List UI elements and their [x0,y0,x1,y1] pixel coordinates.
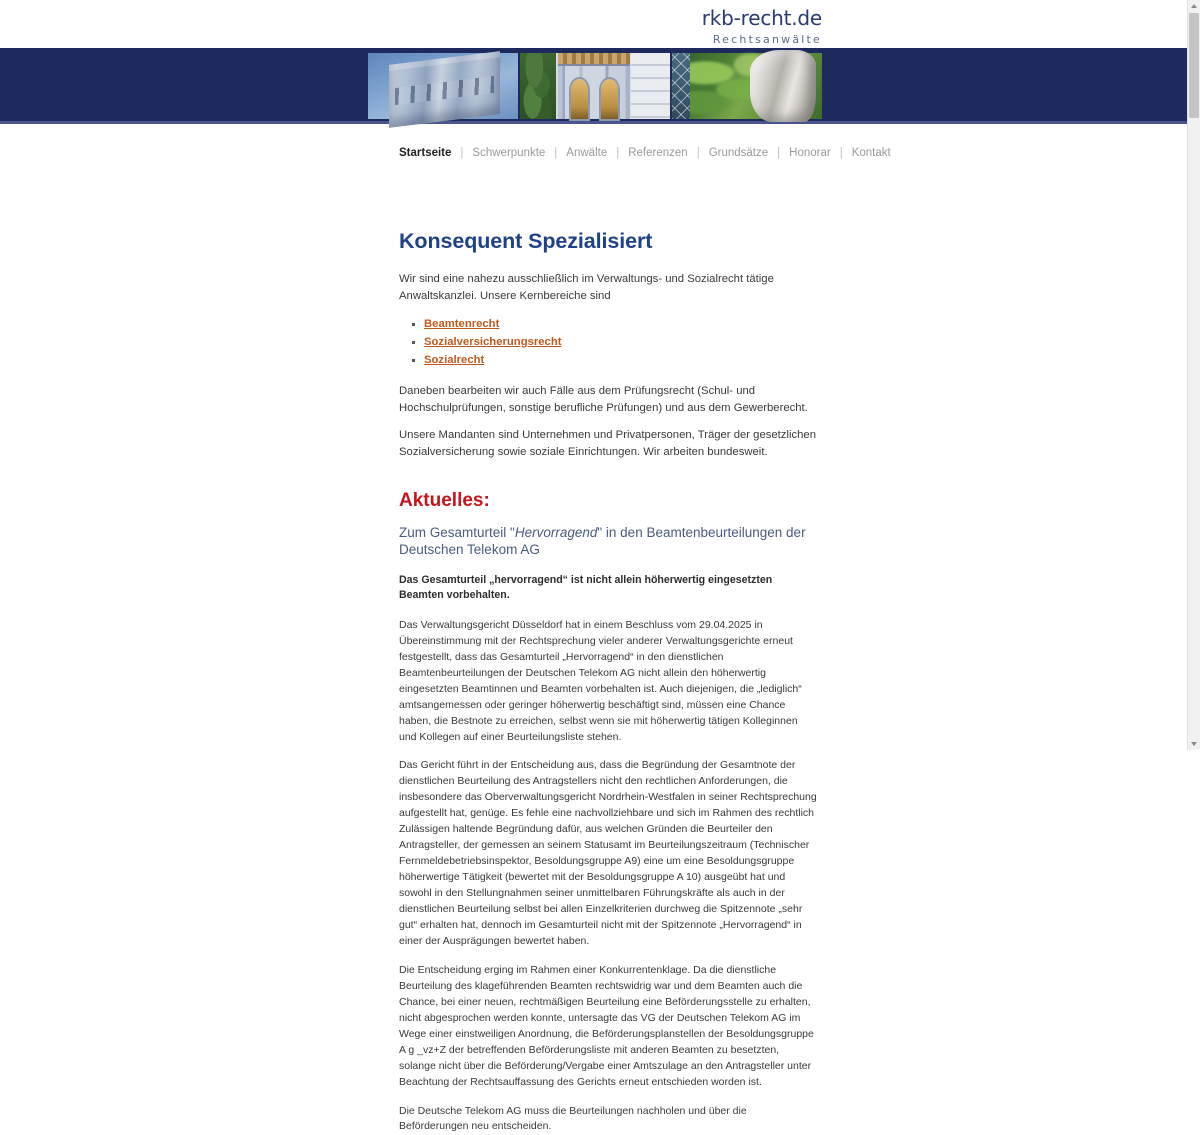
news-paragraph-1: Das Verwaltungsgericht Düsseldorf hat in einem Beschluss vom 29.04.2025 in Übereinstimmung mit der Rechtsprechung vieler anderer Verwaltungsgerichte erneut festgestellt, dass das Gesamturteil „Hervorragend“ in den dienstlichen Beamtenbeurteilungen der Deutschen Telekom AG nicht allein den höherwertig eingesetzten Beamtinnen und Beamten vorbehalten ist. Auch diejenigen, die „lediglich“ amtsangemessen oder geringer höherwertig beschäftigt sind, müssen eine Chance haben, die Bestnote zu erreichen, selbst wenn sie mit höherwertig tätigen Kolleginnen und Kollegen auf einer Beurteilungsliste stehen. [399,618,802,743]
banner-photo-portal-image [520,53,670,119]
statue-figure-decor [750,50,816,121]
scrollbar-thumb[interactable] [1189,13,1199,118]
news-paragraph-4: Die Deutsche Telekom AG muss die Beurteilungen nachholen und über die Beförderungen neu entscheiden. [399,1104,747,1133]
nav-item-grundsaetze[interactable]: Grundsätze [708,147,769,159]
mandanten-paragraph: Unsere Mandanten sind Unternehmen und Privatpersonen, Träger der gesetzlichen Sozialversicherung sowie soziale Einrichtungen. Wir arbeiten bundesweit. [399,429,816,458]
logo-secondary-text: Rechtsanwälte [712,33,822,46]
list-item [424,334,817,351]
list-item [424,352,817,369]
practice-areas-list [399,316,817,369]
article-title-part-1: Zum Gesamturteil " [399,525,515,541]
logo-primary-text: rkb-recht.de [701,6,822,30]
article-title-part-2: " in den Beamtenbeurteilungen der Deutschen Telekom AG [399,525,806,558]
page-title: Konsequent Spezialisiert [399,229,653,253]
practice-link-sozialrecht[interactable]: Sozialrecht [424,354,485,367]
nav-separator: | [777,147,781,159]
portal-wall-decor [631,53,670,119]
news-lead-paragraph: Das Gesamturteil „hervorragend“ ist nicht allein höherwertig eingesetzten Beamten vorbehalten. [399,574,773,602]
banner-photo-strip [368,53,822,119]
practice-link-sozialversicherungsrecht[interactable]: Sozialversicherungsrecht [424,336,562,349]
nav-separator: | [696,147,700,159]
nav-item-anwaelte[interactable]: Anwälte [566,147,608,159]
site-logo[interactable] [702,8,822,45]
header-banner-band [0,48,1188,124]
main-content [399,182,817,1135]
list-item [424,316,817,333]
article-title-emphasis: Hervorragend [514,525,598,541]
banner-photo-statue-image [672,53,822,119]
news-heading: Aktuelles: [399,490,490,512]
news-paragraph-3: Die Entscheidung erging im Rahmen einer Konkurrentenklage. Da die dienstliche Beurteilung des klageführenden Beamten rechtswidrig war und dem Beamten auch die Chance, bei einer neuen, rechtmäßigen Beurteilung eine Beförderungsstelle zu erhalten, nicht abgesprochen werden konnte, untersagte das VG der Deutschen Telekom AG im Wege einer einstweiligen Anordnung, die Beförderungsplanstellen der Besoldungsgruppe A g _vz+Z der betreffenden Beförderungsliste mit anderen Beamten zu besetzten, solange nicht über die Beförderung/Vergabe einer Amtszulage an den Antragsteller unter Beachtung der Rechtsauffassung des Gerichts erneut entschieden worden ist. [399,963,814,1088]
nav-separator: | [554,147,558,159]
scroll-up-arrow-icon[interactable] [1188,0,1200,12]
vertical-scrollbar[interactable] [1187,0,1200,750]
pruefungsrecht-paragraph: Daneben bearbeiten wir auch Fälle aus dem Prüfungsrecht (Schul- und Hochschulprüfungen, sonstige berufliche Prüfungen) und aus dem Gewerberecht. [399,385,808,414]
news-paragraph-2: Das Gericht führt in der Entscheidung aus, dass die Begründung der Gesamtnote der dienstlichen Beurteilung des Antragstellers nicht den rechtlichen Anforderungen, die insbesondere das Oberverwaltungsgericht Nordrhein-Westfalen in seiner Rechtsprechung aufgestellt hat, genüge. Es fehle eine nachvollziehbare und sich im Rahmen des rechtlich Zulässigen haltende Begründung dafür, aus welchen Gründen die Beurteiler den Antragsteller, der gemessen an seinem Statusamt im Beurteilungszeitraum (Technischer Fernmeldebetriebsinspektor, Besoldungsgruppe A9) eine um eine Besoldungsgruppe höherwertige Tätigkeit (bewertet mit der Besoldungsgruppe A 10) ausgeübt hat und sowohl in den Stellungnahmen seiner unmittelbaren Führungskräfte als auch in der dienstlichen Beurteilung selbst bei allen Einzelkriterien durchweg die Spitzennote „sehr gut“ erhalten hat, dennoch im Gesamturteil nicht mit der Spitzennote „Hervorragend“ in einer der Ausprägungen bewertet haben. [399,759,817,947]
nav-item-schwerpunkte[interactable]: Schwerpunkte [472,147,546,159]
nav-separator: | [460,147,464,159]
nav-item-startseite[interactable]: Startseite [399,147,452,159]
nav-separator: | [616,147,620,159]
practice-link-beamtenrecht[interactable]: Beamtenrecht [424,318,500,331]
banner-photo-facade-image [368,53,518,119]
nav-item-referenzen[interactable]: Referenzen [628,147,688,159]
nav-separator: | [839,147,843,159]
portal-door-left-decor [571,79,588,119]
nav-item-honorar[interactable]: Honorar [789,147,831,159]
portal-door-right-decor [601,79,618,119]
statue-fence-decor [672,53,690,119]
top-bar [0,0,1188,48]
nav-item-kontakt[interactable]: Kontakt [851,147,891,159]
intro-paragraph: Wir sind eine nahezu ausschließlich im Verwaltungs- und Sozialrecht tätige Anwaltskanzlei. Unsere Kernbereiche sind [399,273,774,302]
news-article-title [399,525,817,559]
main-navigation [0,124,1188,182]
portal-cornice-decor [558,53,630,66]
scroll-down-arrow-icon[interactable] [1188,738,1200,750]
